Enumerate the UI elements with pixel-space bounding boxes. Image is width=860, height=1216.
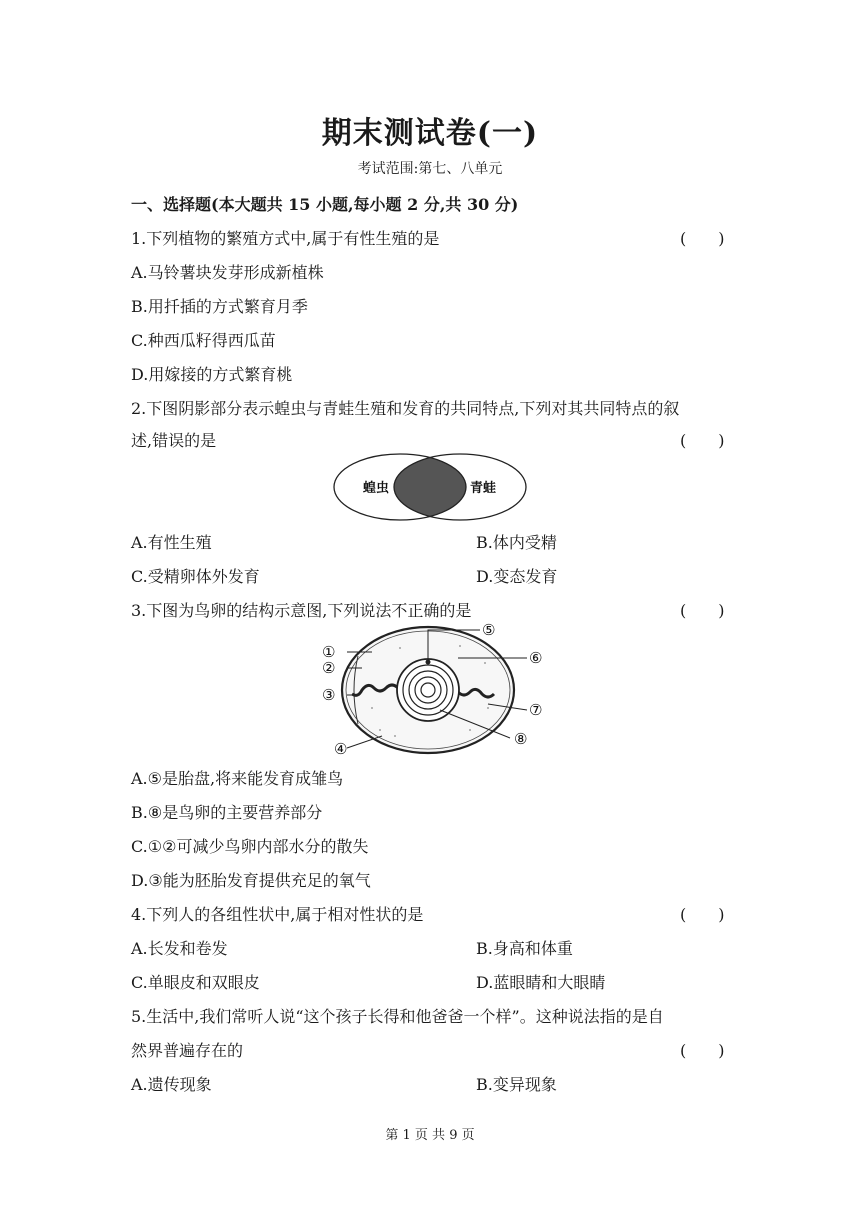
- q4-option-a: A.长发和卷发: [131, 939, 228, 958]
- answer-blank-1: ( ): [680, 229, 725, 248]
- q5-option-a: A.遗传现象: [131, 1075, 212, 1094]
- question-1-stem: 1.下列植物的繁殖方式中,属于有性生殖的是: [131, 229, 440, 248]
- label-7: ⑦: [529, 701, 543, 719]
- question-4-stem: 4.下列人的各组性状中,属于相对性状的是: [131, 905, 424, 924]
- page-number: 第 1 页 共 9 页: [385, 1128, 475, 1143]
- page-title: 期末测试卷(一): [321, 116, 539, 151]
- q3-option-c: C.①②可减少鸟卵内部水分的散失: [131, 837, 369, 856]
- section-heading: 一、选择题(本大题共 15 小题,每小题 2 分,共 30 分): [131, 195, 519, 214]
- q3-option-d: D.③能为胚胎发育提供充足的氧气: [131, 871, 371, 890]
- q2-option-a: A.有性生殖: [131, 533, 212, 552]
- venn-right-label: 青蛙: [470, 481, 497, 496]
- answer-blank-3: ( ): [680, 601, 725, 620]
- q4-option-d: D.蓝眼睛和大眼睛: [476, 973, 606, 992]
- q2-option-d: D.变态发育: [476, 567, 558, 586]
- q1-option-b: B.用扦插的方式繁育月季: [131, 297, 308, 316]
- q5-option-b: B.变异现象: [476, 1075, 557, 1094]
- q1-option-a: A.马铃薯块发芽形成新植株: [131, 263, 324, 282]
- yolk-membrane: [397, 659, 459, 721]
- label-2: ②: [322, 659, 336, 677]
- q3-option-b: B.⑧是鸟卵的主要营养部分: [131, 803, 323, 822]
- q2-option-c: C.受精卵体外发育: [131, 567, 260, 586]
- answer-blank-5: ( ): [680, 1041, 725, 1060]
- label-6: ⑥: [529, 649, 543, 667]
- q3-option-a: A.⑤是胎盘,将来能发育成雏鸟: [131, 769, 344, 788]
- venn-left-label: 蝗虫: [363, 481, 390, 496]
- label-5: ⑤: [482, 621, 496, 639]
- label-4: ④: [334, 740, 348, 758]
- answer-blank-2: ( ): [680, 431, 725, 450]
- bird-egg-diagram: [310, 618, 550, 758]
- label-8: ⑧: [514, 730, 528, 748]
- venn-diagram: [330, 450, 530, 524]
- question-5-stem-line1: 5.生活中,我们常听人说“这个孩子长得和他爸爸一个样”。这种说法指的是自: [131, 1007, 664, 1026]
- question-5-stem-line2: 然界普遍存在的: [131, 1041, 244, 1060]
- label-3: ③: [322, 686, 336, 704]
- answer-blank-4: ( ): [680, 905, 725, 924]
- q1-option-c: C.种西瓜籽得西瓜苗: [131, 331, 276, 350]
- question-2-stem-line1: 2.下图阴影部分表示蝗虫与青蛙生殖和发育的共同特点,下列对其共同特点的叙: [131, 399, 680, 418]
- q4-option-b: B.身高和体重: [476, 939, 573, 958]
- label-1: ①: [322, 643, 336, 661]
- q1-option-d: D.用嫁接的方式繁育桃: [131, 365, 293, 384]
- question-2-stem-line2: 述,错误的是: [131, 431, 217, 450]
- q2-option-b: B.体内受精: [476, 533, 557, 552]
- exam-scope: 考试范围:第七、八单元: [357, 161, 503, 177]
- question-3-stem: 3.下图为鸟卵的结构示意图,下列说法不正确的是: [131, 601, 472, 620]
- q4-option-c: C.单眼皮和双眼皮: [131, 973, 260, 992]
